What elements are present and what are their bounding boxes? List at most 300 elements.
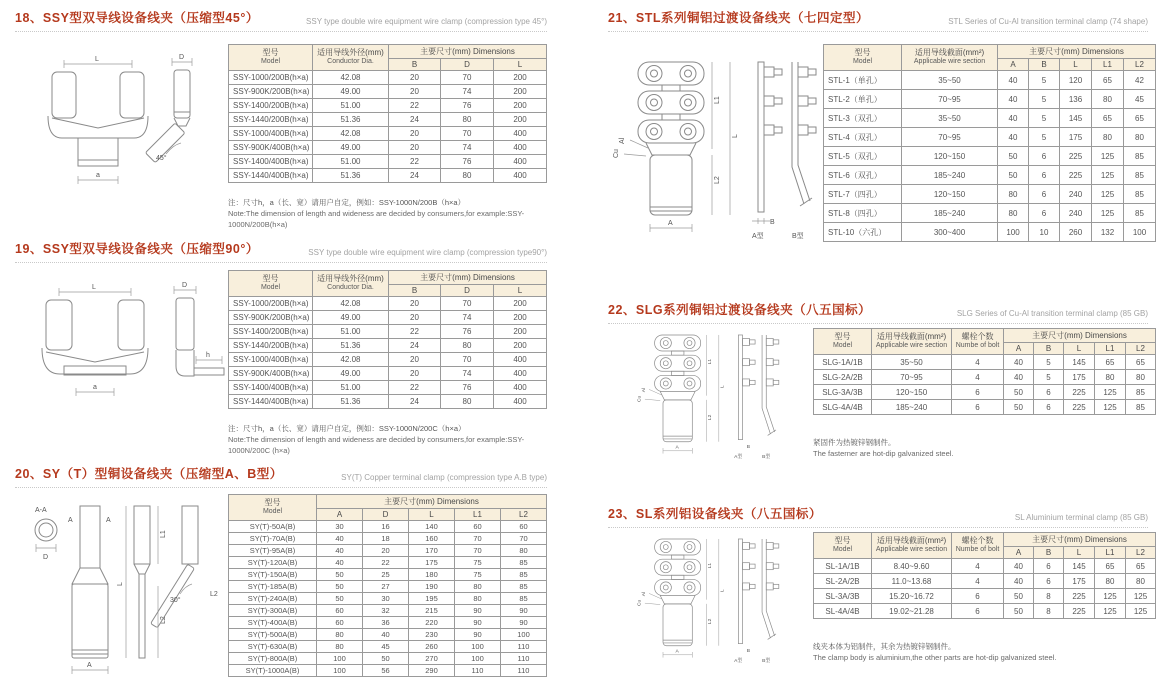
value-cell: 22	[389, 381, 441, 395]
value-cell: 40	[1004, 370, 1034, 385]
section-19-subtitle: SSY type double wire equipment wire clamp (compression type90°)	[308, 248, 547, 257]
section-18-subtitle: SSY type double wire equipment wire clamp (compression type 45°)	[306, 17, 547, 26]
value-cell: 5	[1034, 355, 1064, 370]
value-cell: 5	[1029, 90, 1060, 109]
model-cell: SSY-900K/400B(h×a)	[229, 367, 313, 381]
model-cell: SLG-2A/2B	[814, 370, 872, 385]
column-header: 型号 Model	[229, 495, 317, 521]
value-cell: 195	[409, 593, 455, 605]
note-zh: 注：尺寸h，a（长、宽）请用户自定，例如：SSY-1000N/200B（h×a）	[228, 198, 466, 207]
dim-label-L1: L1	[714, 96, 721, 104]
dim-label-a: a	[93, 384, 97, 391]
section-18-title: 18、SSY型双导线设备线夹（压缩型45°）	[15, 11, 259, 25]
table-row	[229, 593, 547, 605]
value-cell: 4	[952, 574, 1004, 589]
model-cell: SY(T)-240A(B)	[229, 593, 317, 605]
column-header: 型号 Model	[229, 45, 313, 71]
dim-column-header: B	[1029, 59, 1060, 71]
value-cell: 132	[1092, 223, 1124, 242]
view-label-typeA: A型	[752, 233, 764, 240]
model-cell: SY(T)-50A(B)	[229, 521, 317, 533]
value-cell: 175	[409, 557, 455, 569]
model-cell: SL-3A/3B	[814, 589, 872, 604]
value-cell: 24	[389, 169, 441, 183]
value-cell: 65	[1095, 559, 1126, 574]
dim-label-a: a	[96, 172, 100, 179]
dim-label-L: L	[720, 589, 726, 592]
dim-label-L: L	[95, 56, 99, 63]
value-cell: 6	[952, 385, 1004, 400]
value-cell: 50	[1004, 400, 1034, 415]
value-cell: 85	[501, 581, 547, 593]
stl-technical-drawing	[612, 52, 817, 267]
section-21-header	[608, 8, 1148, 32]
section-19-title: 19、SSY型双导线设备线夹（压缩型90°）	[15, 242, 259, 256]
value-cell: 80	[1092, 90, 1124, 109]
section-23-header	[608, 504, 1148, 528]
value-cell: 125	[1095, 400, 1126, 415]
table-row	[229, 581, 547, 593]
dim-label-L2: L2	[160, 616, 167, 624]
value-cell: 65	[1126, 559, 1156, 574]
table-row	[814, 355, 1156, 370]
model-cell: SSY-1440/200B(h×a)	[229, 113, 313, 127]
value-cell: 16	[363, 521, 409, 533]
value-cell: 90	[455, 617, 501, 629]
value-cell: 40	[998, 90, 1029, 109]
table-row	[814, 385, 1156, 400]
value-cell: 51.36	[313, 395, 389, 409]
value-cell: 56	[363, 665, 409, 677]
table-row	[229, 141, 547, 155]
value-cell: 80	[1092, 128, 1124, 147]
view-label-typeB: B型	[792, 233, 804, 240]
value-cell: 50	[317, 593, 363, 605]
value-cell: 40	[1004, 559, 1034, 574]
value-cell: 145	[1060, 109, 1092, 128]
value-cell: 75	[455, 569, 501, 581]
model-cell: SSY-1000/400B(h×a)	[229, 353, 313, 367]
value-cell: 50	[998, 147, 1029, 166]
value-cell: 24	[389, 395, 441, 409]
value-cell: 51.36	[313, 169, 389, 183]
value-cell: 120~150	[872, 385, 952, 400]
table-row	[229, 339, 547, 353]
value-cell: 50	[1004, 385, 1034, 400]
dim-column-header: L	[494, 59, 547, 71]
value-cell: 6	[1034, 574, 1064, 589]
view-label-typeB: B型	[762, 658, 771, 664]
table-row	[229, 605, 547, 617]
value-cell: 175	[1060, 128, 1092, 147]
dim-column-header: L2	[1126, 547, 1156, 559]
value-cell: 90	[455, 629, 501, 641]
value-cell: 76	[441, 155, 494, 169]
note-en: Note:The dimension of length and wideness are decided by consumers,for example:SSY-1000N/200C (h×a)	[228, 434, 525, 455]
dim-label-L2: L2	[714, 176, 721, 184]
model-cell: SY(T)-300A(B)	[229, 605, 317, 617]
note-en: The clamp body is aluminium,the other parts are hot-dip galvanized steel.	[813, 652, 1057, 662]
value-cell: 42.08	[313, 71, 389, 85]
table-row	[229, 545, 547, 557]
table-row	[824, 71, 1156, 90]
table-row	[824, 223, 1156, 242]
dim-label-A: A	[668, 220, 673, 227]
value-cell: 225	[1060, 147, 1092, 166]
dim-column-header: B	[389, 59, 441, 71]
value-cell: 400	[494, 395, 547, 409]
material-label-al: Al	[619, 137, 626, 144]
value-cell: 40	[998, 109, 1029, 128]
dimensions-header: 主要尺寸(mm) Dimensions	[317, 495, 547, 509]
value-cell: 80	[1126, 370, 1156, 385]
value-cell: 185~240	[872, 400, 952, 415]
value-cell: 50	[998, 166, 1029, 185]
value-cell: 60	[317, 605, 363, 617]
dim-label-A: A	[675, 649, 679, 655]
value-cell: 74	[441, 85, 494, 99]
value-cell: 6	[1029, 204, 1060, 223]
value-cell: 85	[1126, 400, 1156, 415]
value-cell: 80	[441, 113, 494, 127]
column-header: 型号 Model	[824, 45, 902, 71]
value-cell: 40	[1004, 355, 1034, 370]
sy-lug-technical-drawing	[22, 498, 227, 690]
value-cell: 110	[501, 665, 547, 677]
value-cell: 100	[317, 665, 363, 677]
value-cell: 140	[409, 521, 455, 533]
model-cell: STL-4（双孔）	[824, 128, 902, 147]
value-cell: 225	[1064, 589, 1095, 604]
table-row	[814, 370, 1156, 385]
value-cell: 36	[363, 617, 409, 629]
value-cell: 65	[1095, 355, 1126, 370]
value-cell: 80	[998, 204, 1029, 223]
value-cell: 40	[317, 557, 363, 569]
ssy45-spec-table	[228, 44, 547, 183]
value-cell: 74	[441, 311, 494, 325]
table-row	[229, 653, 547, 665]
section-21-title: 21、STL系列铜铝过渡设备线夹（七四定型）	[608, 11, 870, 25]
dim-label-L2: L2	[708, 618, 714, 625]
column-header: 型号 Model	[814, 329, 872, 355]
value-cell: 120~150	[902, 185, 998, 204]
dim-column-header: A	[998, 59, 1029, 71]
model-cell: SY(T)-70A(B)	[229, 533, 317, 545]
view-label-typeA: A型	[734, 658, 743, 664]
value-cell: 100	[455, 653, 501, 665]
table-row	[814, 604, 1156, 619]
section-23-title: 23、SL系列铝设备线夹（八五国标）	[608, 507, 822, 521]
value-cell: 200	[494, 113, 547, 127]
value-cell: 175	[1064, 574, 1095, 589]
dim-column-header: L	[1064, 547, 1095, 559]
material-label-cu: Cu	[637, 599, 643, 606]
value-cell: 85	[1124, 204, 1156, 223]
value-cell: 42.08	[313, 297, 389, 311]
value-cell: 60	[501, 521, 547, 533]
value-cell: 110	[501, 641, 547, 653]
value-cell: 185~240	[902, 204, 998, 223]
value-cell: 70	[441, 127, 494, 141]
value-cell: 65	[1092, 71, 1124, 90]
value-cell: 80	[317, 641, 363, 653]
model-cell: SLG-3A/3B	[814, 385, 872, 400]
value-cell: 65	[1092, 109, 1124, 128]
model-cell: SY(T)-630A(B)	[229, 641, 317, 653]
value-cell: 400	[494, 169, 547, 183]
value-cell: 35~50	[872, 355, 952, 370]
table-row	[229, 617, 547, 629]
value-cell: 70	[501, 533, 547, 545]
value-cell: 110	[455, 665, 501, 677]
dim-column-header: L1	[1092, 59, 1124, 71]
value-cell: 51.36	[313, 339, 389, 353]
value-cell: 35~50	[902, 71, 998, 90]
dim-column-header: L	[494, 285, 547, 297]
value-cell: 260	[1060, 223, 1092, 242]
value-cell: 125	[1092, 185, 1124, 204]
value-cell: 42.08	[313, 353, 389, 367]
value-cell: 6	[1029, 166, 1060, 185]
model-cell: SSY-900K/200B(h×a)	[229, 311, 313, 325]
model-cell: STL-8（四孔）	[824, 204, 902, 223]
dimensions-header: 主要尺寸(mm) Dimensions	[389, 271, 547, 285]
model-cell: SY(T)-95A(B)	[229, 545, 317, 557]
dim-column-header: A	[1004, 343, 1034, 355]
value-cell: 70	[441, 297, 494, 311]
dim-label-D: D	[179, 54, 185, 61]
value-cell: 6	[952, 589, 1004, 604]
value-cell: 45	[1124, 90, 1156, 109]
table-row	[229, 169, 547, 183]
dim-column-header: B	[389, 285, 441, 297]
value-cell: 42.08	[313, 127, 389, 141]
dim-column-header: D	[441, 285, 494, 297]
value-cell: 160	[409, 533, 455, 545]
model-cell: STL-7（四孔）	[824, 185, 902, 204]
dim-column-header: L2	[1124, 59, 1156, 71]
value-cell: 24	[389, 339, 441, 353]
model-cell: SSY-1440/400B(h×a)	[229, 395, 313, 409]
section-20-subtitle: SY(T) Copper terminal clamp (compression type A.B type)	[341, 473, 547, 482]
value-cell: 200	[494, 71, 547, 85]
cut-mark-A-left: A	[68, 517, 73, 524]
value-cell: 20	[389, 85, 441, 99]
value-cell: 22	[389, 325, 441, 339]
value-cell: 300~400	[902, 223, 998, 242]
value-cell: 40	[998, 128, 1029, 147]
column-header: 适用导线外径(mm) Conductor Dia.	[313, 45, 389, 71]
value-cell: 230	[409, 629, 455, 641]
value-cell: 40	[1004, 574, 1034, 589]
value-cell: 24	[389, 113, 441, 127]
dim-column-header: L2	[501, 509, 547, 521]
model-cell: SY(T)-120A(B)	[229, 557, 317, 569]
value-cell: 6	[952, 604, 1004, 619]
value-cell: 85	[1124, 166, 1156, 185]
value-cell: 5	[1034, 370, 1064, 385]
model-cell: SY(T)-800A(B)	[229, 653, 317, 665]
model-cell: SSY-1440/200B(h×a)	[229, 339, 313, 353]
dim-column-header: B	[1034, 547, 1064, 559]
dim-column-header: L	[1060, 59, 1092, 71]
model-cell: STL-10（六孔）	[824, 223, 902, 242]
value-cell: 200	[494, 325, 547, 339]
value-cell: 6	[952, 400, 1004, 415]
value-cell: 19.02~21.28	[872, 604, 952, 619]
value-cell: 240	[1060, 185, 1092, 204]
value-cell: 260	[409, 641, 455, 653]
dim-column-header: A	[1004, 547, 1034, 559]
value-cell: 60	[317, 617, 363, 629]
table-row	[229, 395, 547, 409]
dim-label-D: D	[182, 282, 188, 289]
model-cell: SSY-1000/200B(h×a)	[229, 297, 313, 311]
value-cell: 80	[455, 581, 501, 593]
dim-label-L1: L1	[708, 358, 714, 365]
material-label-al: Al	[641, 591, 647, 597]
value-cell: 22	[389, 99, 441, 113]
column-header: 螺栓个数 Numbe of bolt	[952, 533, 1004, 559]
value-cell: 51.00	[313, 155, 389, 169]
value-cell: 65	[1126, 355, 1156, 370]
value-cell: 5	[1029, 128, 1060, 147]
value-cell: 100	[1124, 223, 1156, 242]
value-cell: 136	[1060, 90, 1092, 109]
table-row	[814, 559, 1156, 574]
value-cell: 75	[455, 557, 501, 569]
value-cell: 400	[494, 381, 547, 395]
note-zh: 注：尺寸h，a（长、宽）请用户自定，例如：SSY-1000N/200C（h×a）	[228, 424, 466, 433]
value-cell: 200	[494, 311, 547, 325]
value-cell: 4	[952, 355, 1004, 370]
model-cell: SSY-1400/400B(h×a)	[229, 381, 313, 395]
value-cell: 400	[494, 127, 547, 141]
model-cell: SL-1A/1B	[814, 559, 872, 574]
value-cell: 5	[1029, 109, 1060, 128]
note-zh: 线夹本体为铝制件，其余为热镀锌钢制件。	[813, 642, 956, 651]
value-cell: 225	[1064, 604, 1095, 619]
column-header: 型号 Model	[814, 533, 872, 559]
dim-label-L2-angled: L2	[210, 591, 218, 598]
value-cell: 50	[363, 653, 409, 665]
model-cell: STL-3（双孔）	[824, 109, 902, 128]
value-cell: 25	[363, 569, 409, 581]
column-header: 适用导线截面(mm²) Applicable wire section	[902, 45, 998, 71]
value-cell: 30	[363, 593, 409, 605]
value-cell: 50	[317, 581, 363, 593]
section-18-notes	[228, 198, 548, 231]
model-cell: SY(T)-150A(B)	[229, 569, 317, 581]
value-cell: 190	[409, 581, 455, 593]
dim-column-header: L1	[455, 509, 501, 521]
slg-technical-drawing	[618, 328, 798, 478]
value-cell: 32	[363, 605, 409, 617]
value-cell: 125	[1092, 204, 1124, 223]
dim-column-header: L	[409, 509, 455, 521]
dim-column-header: L	[1064, 343, 1095, 355]
value-cell: 50	[1004, 589, 1034, 604]
section-19-header	[15, 239, 547, 263]
table-row	[229, 665, 547, 677]
table-row	[229, 297, 547, 311]
value-cell: 400	[494, 353, 547, 367]
dim-label-D: D	[43, 554, 49, 561]
value-cell: 185~240	[902, 166, 998, 185]
value-cell: 40	[363, 629, 409, 641]
model-cell: SSY-1440/400B(h×a)	[229, 169, 313, 183]
value-cell: 70~95	[872, 370, 952, 385]
section-20-title: 20、SY（T）型铜设备线夹（压缩型A、B型）	[15, 467, 283, 481]
table-row	[229, 533, 547, 545]
value-cell: 220	[409, 617, 455, 629]
value-cell: 49.00	[313, 311, 389, 325]
model-cell: SY(T)-185A(B)	[229, 581, 317, 593]
table-row	[229, 311, 547, 325]
dim-column-header: D	[441, 59, 494, 71]
dim-label-B: B	[770, 219, 775, 226]
table-row	[824, 90, 1156, 109]
value-cell: 20	[389, 297, 441, 311]
material-label-cu: Cu	[613, 149, 620, 158]
section-21-subtitle: STL Series of Cu-Al transition terminal clamp (74 shape)	[948, 17, 1148, 26]
table-row	[229, 629, 547, 641]
value-cell: 20	[389, 127, 441, 141]
value-cell: 60	[455, 521, 501, 533]
value-cell: 225	[1064, 400, 1095, 415]
value-cell: 5	[1029, 71, 1060, 90]
model-cell: SY(T)-500A(B)	[229, 629, 317, 641]
note-zh: 紧固件为热镀锌钢制件。	[813, 438, 896, 447]
value-cell: 6	[1029, 147, 1060, 166]
value-cell: 200	[494, 297, 547, 311]
section-23-subtitle: SL Aluminium terminal clamp (85 GB)	[1014, 513, 1148, 522]
value-cell: 11.0~13.68	[872, 574, 952, 589]
dim-label-L1: L1	[160, 530, 167, 538]
value-cell: 100	[317, 653, 363, 665]
value-cell: 74	[441, 141, 494, 155]
value-cell: 125	[1095, 589, 1126, 604]
dim-label-B: B	[746, 445, 750, 450]
value-cell: 27	[363, 581, 409, 593]
value-cell: 100	[998, 223, 1029, 242]
stl-spec-table	[823, 44, 1156, 242]
table-row	[229, 99, 547, 113]
model-cell: SSY-1400/200B(h×a)	[229, 325, 313, 339]
value-cell: 120~150	[902, 147, 998, 166]
value-cell: 20	[389, 311, 441, 325]
dimensions-header: 主要尺寸(mm) Dimensions	[389, 45, 547, 59]
value-cell: 42	[1124, 71, 1156, 90]
value-cell: 49.00	[313, 141, 389, 155]
table-row	[824, 109, 1156, 128]
table-row	[229, 85, 547, 99]
cut-mark-A-right: A	[106, 517, 111, 524]
value-cell: 125	[1092, 166, 1124, 185]
value-cell: 4	[952, 370, 1004, 385]
value-cell: 100	[501, 629, 547, 641]
section-20-header	[15, 464, 547, 488]
column-header: 螺栓个数 Numbe of bolt	[952, 329, 1004, 355]
value-cell: 80	[1124, 128, 1156, 147]
dim-column-header: D	[363, 509, 409, 521]
value-cell: 85	[501, 569, 547, 581]
value-cell: 200	[494, 339, 547, 353]
value-cell: 80	[1126, 574, 1156, 589]
model-cell: STL-2（单孔）	[824, 90, 902, 109]
value-cell: 8	[1034, 589, 1064, 604]
